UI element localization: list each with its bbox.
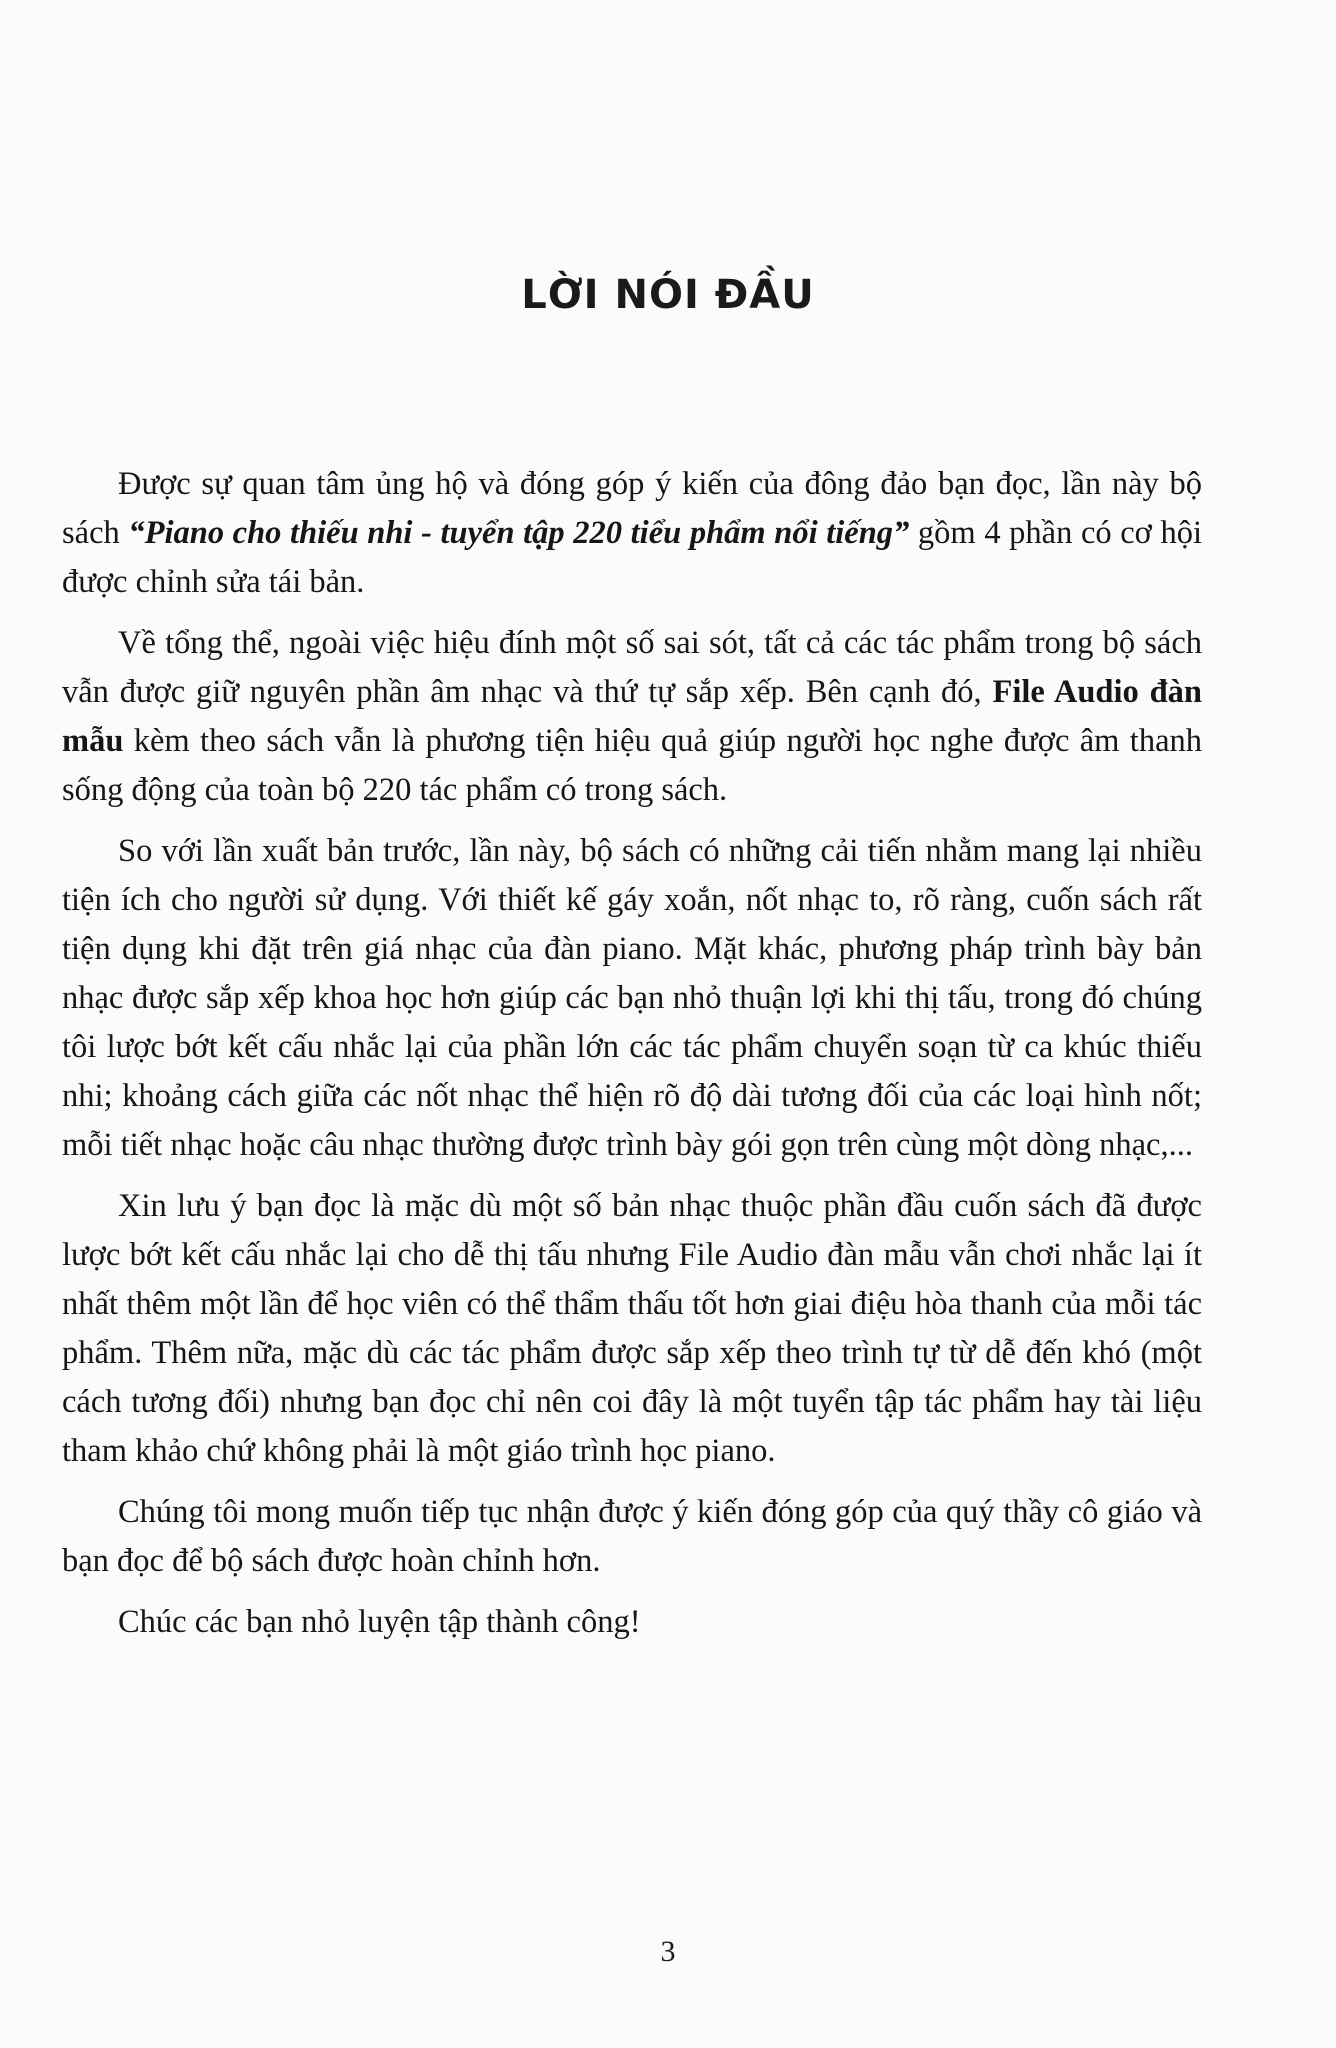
book-title: “Piano cho thiếu nhi - tuyển tập 220 tiểu phẩm nổi tiếng”	[128, 515, 910, 551]
paragraph-intro-text-c: gồm 4 phần có cơ hội được chỉnh sửa tái bản.	[62, 515, 1202, 600]
paragraph-note: Xin lưu ý bạn đọc là mặc dù một số bản nhạc thuộc phần đầu cuốn sách đã được lược bớt kết cấu nhắc lại cho dễ thị tấu nhưng File Audio đàn mẫu vẫn chơi nhắc lại ít nhất thêm một lần để học viên có thể thẩm thấu tốt hơn giai điệu hòa thanh của mỗi tác phẩm. Thêm nữa, mặc dù các tác phẩm được sắp xếp theo trình tự từ dễ đến khó (một cách tương đối) nhưng bạn đọc chỉ nên coi đây là một tuyển tập tác phẩm hay tài liệu tham khảo chứ không phải là một giáo trình học piano.	[62, 1188, 1202, 1469]
paragraph-intro	[62, 460, 1202, 607]
paragraph-overview-text-a: Về tổng thể, ngoài việc hiệu đính một số sai sót, tất cả các tác phẩm trong bộ sách vẫn được giữ nguyên phần âm nhạc và thứ tự sắp xếp. Bên cạnh đó,	[62, 625, 1202, 710]
paragraph-improvements: So với lần xuất bản trước, lần này, bộ sách có những cải tiến nhằm mang lại nhiều tiện ích cho người sử dụng. Với thiết kế gáy xoắn, nốt nhạc to, rõ ràng, cuốn sách rất tiện dụng khi đặt trên giá nhạc của đàn piano. Mặt khác, phương pháp trình bày bản nhạc được sắp xếp khoa học hơn giúp các bạn nhỏ thuận lợi khi thị tấu, trong đó chúng tôi lược bớt kết cấu nhắc lại của phần lớn các tác phẩm chuyển soạn từ ca khúc thiếu nhi; khoảng cách giữa các nốt nhạc thể hiện rõ độ dài tương đối của các loại hình nốt; mỗi tiết nhạc hoặc câu nhạc thường được trình bày gói gọn trên cùng một dòng nhạc,...	[62, 833, 1202, 1163]
paragraph-overview	[62, 619, 1202, 815]
page-title: LỜI NÓI ĐẦU	[521, 272, 815, 318]
paragraph-closing: Chúc các bạn nhỏ luyện tập thành công!	[118, 1604, 641, 1640]
paragraph-overview-text-c: kèm theo sách vẫn là phương tiện hiệu quả giúp người học nghe được âm thanh sống động của toàn bộ 220 tác phẩm có trong sách.	[62, 723, 1202, 808]
audio-file-label: File Audio đàn mẫu	[62, 674, 1202, 759]
paragraph-intro-text-a: Được sự quan tâm ủng hộ và đóng góp ý kiến của đông đảo bạn đọc, lần này bộ sách	[62, 466, 1202, 551]
paragraph-feedback: Chúng tôi mong muốn tiếp tục nhận được ý kiến đóng góp của quý thầy cô giáo và bạn đọc để bộ sách được hoàn chỉnh hơn.	[62, 1494, 1202, 1579]
page-number: 3	[660, 1935, 676, 1968]
document-body	[62, 460, 1202, 1647]
